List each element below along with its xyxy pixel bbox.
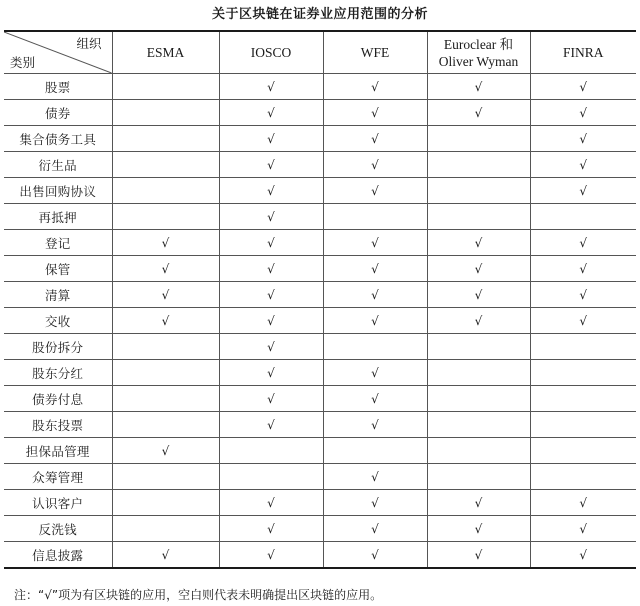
category-cell: 出售回购协议	[4, 178, 112, 204]
check-mark-cell: √	[323, 308, 427, 334]
table-row	[4, 256, 636, 282]
table-row	[4, 230, 636, 256]
empty-cell	[427, 412, 530, 438]
table-row	[4, 308, 636, 334]
header-row	[4, 31, 636, 74]
check-mark-cell: √	[427, 230, 530, 256]
check-mark-cell: √	[219, 204, 323, 230]
empty-cell	[112, 360, 219, 386]
table-row	[4, 438, 636, 464]
empty-cell	[112, 412, 219, 438]
column-header-esma	[112, 31, 219, 74]
check-mark-cell: √	[323, 490, 427, 516]
check-mark-cell: √	[112, 256, 219, 282]
category-cell: 股东分红	[4, 360, 112, 386]
empty-cell	[530, 412, 636, 438]
check-mark-cell: √	[530, 178, 636, 204]
category-cell: 集合债务工具	[4, 126, 112, 152]
category-cell: 再抵押	[4, 204, 112, 230]
check-mark-cell: √	[219, 542, 323, 569]
check-mark-cell: √	[323, 74, 427, 100]
check-mark-cell: √	[112, 282, 219, 308]
check-mark-cell: √	[323, 464, 427, 490]
check-mark-cell: √	[219, 152, 323, 178]
check-mark-cell: √	[427, 542, 530, 569]
empty-cell	[427, 360, 530, 386]
check-mark-cell: √	[323, 360, 427, 386]
check-mark-cell: √	[323, 256, 427, 282]
table-row	[4, 542, 636, 569]
category-cell: 清算	[4, 282, 112, 308]
empty-cell	[112, 516, 219, 542]
table-body	[4, 74, 636, 569]
column-header-label: ESMA	[146, 45, 185, 60]
empty-cell	[323, 204, 427, 230]
empty-cell	[112, 386, 219, 412]
check-mark-cell: √	[219, 178, 323, 204]
column-header-wfe	[323, 31, 427, 74]
check-mark-cell: √	[530, 230, 636, 256]
check-mark-cell: √	[323, 230, 427, 256]
check-mark-cell: √	[219, 230, 323, 256]
empty-cell	[530, 360, 636, 386]
empty-cell	[427, 438, 530, 464]
check-mark-cell: √	[219, 256, 323, 282]
analysis-table	[4, 30, 636, 569]
category-cell: 认识客户	[4, 490, 112, 516]
empty-cell	[530, 334, 636, 360]
check-mark-cell: √	[530, 256, 636, 282]
check-mark-cell: √	[219, 282, 323, 308]
empty-cell	[427, 334, 530, 360]
empty-cell	[530, 438, 636, 464]
category-cell: 登记	[4, 230, 112, 256]
table-row	[4, 334, 636, 360]
category-cell: 众筹管理	[4, 464, 112, 490]
check-mark-cell: √	[323, 126, 427, 152]
column-header-iosco	[219, 31, 323, 74]
check-mark-cell: √	[219, 490, 323, 516]
empty-cell	[323, 438, 427, 464]
table-container	[4, 30, 636, 569]
check-mark-cell: √	[219, 516, 323, 542]
check-mark-cell: √	[112, 438, 219, 464]
column-header-label: FINRA	[562, 45, 604, 60]
check-mark-cell: √	[530, 282, 636, 308]
check-mark-cell: √	[530, 74, 636, 100]
table-row	[4, 204, 636, 230]
empty-cell	[530, 204, 636, 230]
footnote: 注：“√”项为有区块链的应用，空白则代表未明确提出区块链的应用。	[14, 588, 383, 602]
check-mark-cell: √	[219, 386, 323, 412]
corner-label-category: 类别	[10, 55, 36, 70]
category-cell: 债券付息	[4, 386, 112, 412]
table-row	[4, 178, 636, 204]
table-row	[4, 126, 636, 152]
empty-cell	[112, 464, 219, 490]
check-mark-cell: √	[530, 126, 636, 152]
empty-cell	[323, 334, 427, 360]
check-mark-cell: √	[530, 490, 636, 516]
category-cell: 债券	[4, 100, 112, 126]
check-mark-cell: √	[323, 516, 427, 542]
check-mark-cell: √	[427, 100, 530, 126]
column-header-finra	[530, 31, 636, 74]
empty-cell	[112, 126, 219, 152]
check-mark-cell: √	[427, 516, 530, 542]
check-mark-cell: √	[219, 360, 323, 386]
category-cell: 反洗钱	[4, 516, 112, 542]
empty-cell	[427, 204, 530, 230]
table-row	[4, 100, 636, 126]
check-mark-cell: √	[323, 178, 427, 204]
check-mark-cell: √	[219, 126, 323, 152]
table-row	[4, 152, 636, 178]
check-mark-cell: √	[530, 100, 636, 126]
column-header-label-line1: Euroclear 和	[443, 36, 514, 52]
check-mark-cell: √	[427, 256, 530, 282]
table-row	[4, 464, 636, 490]
corner-label-org: 组织	[76, 36, 102, 51]
empty-cell	[112, 490, 219, 516]
category-cell: 交收	[4, 308, 112, 334]
check-mark-cell: √	[323, 152, 427, 178]
category-cell: 担保品管理	[4, 438, 112, 464]
category-cell: 股票	[4, 74, 112, 100]
check-mark-cell: √	[530, 152, 636, 178]
empty-cell	[427, 386, 530, 412]
empty-cell	[530, 386, 636, 412]
category-cell: 保管	[4, 256, 112, 282]
check-mark-cell: √	[112, 542, 219, 569]
empty-cell	[427, 464, 530, 490]
empty-cell	[112, 152, 219, 178]
check-mark-cell: √	[112, 230, 219, 256]
empty-cell	[112, 74, 219, 100]
column-header-label: IOSCO	[250, 45, 292, 60]
column-header-euroclear-oliver-wyman	[427, 31, 530, 74]
empty-cell	[219, 464, 323, 490]
empty-cell	[112, 204, 219, 230]
check-mark-cell: √	[219, 308, 323, 334]
empty-cell	[112, 334, 219, 360]
empty-cell	[427, 152, 530, 178]
check-mark-cell: √	[323, 542, 427, 569]
table-row	[4, 74, 636, 100]
check-mark-cell: √	[323, 386, 427, 412]
category-cell: 衍生品	[4, 152, 112, 178]
column-header-label: WFE	[360, 45, 390, 60]
table-row	[4, 490, 636, 516]
table-title: 关于区块链在证券业应用范围的分析	[211, 7, 428, 22]
check-mark-cell: √	[323, 100, 427, 126]
empty-cell	[219, 438, 323, 464]
table-row	[4, 360, 636, 386]
table-row	[4, 412, 636, 438]
category-cell: 信息披露	[4, 542, 112, 569]
check-mark-cell: √	[530, 516, 636, 542]
empty-cell	[112, 100, 219, 126]
empty-cell	[427, 126, 530, 152]
check-mark-cell: √	[427, 308, 530, 334]
empty-cell	[427, 178, 530, 204]
empty-cell	[530, 464, 636, 490]
table-row	[4, 386, 636, 412]
check-mark-cell: √	[323, 282, 427, 308]
check-mark-cell: √	[427, 74, 530, 100]
check-mark-cell: √	[219, 412, 323, 438]
category-cell: 股东投票	[4, 412, 112, 438]
check-mark-cell: √	[530, 542, 636, 569]
column-header-label-line2: Oliver Wyman	[438, 53, 519, 69]
check-mark-cell: √	[112, 308, 219, 334]
check-mark-cell: √	[219, 334, 323, 360]
corner-header-cell	[4, 31, 112, 74]
check-mark-cell: √	[323, 412, 427, 438]
empty-cell	[112, 178, 219, 204]
check-mark-cell: √	[219, 100, 323, 126]
check-mark-cell: √	[427, 490, 530, 516]
check-mark-cell: √	[219, 74, 323, 100]
check-mark-cell: √	[427, 282, 530, 308]
table-row	[4, 282, 636, 308]
check-mark-cell: √	[530, 308, 636, 334]
category-cell: 股份拆分	[4, 334, 112, 360]
table-row	[4, 516, 636, 542]
